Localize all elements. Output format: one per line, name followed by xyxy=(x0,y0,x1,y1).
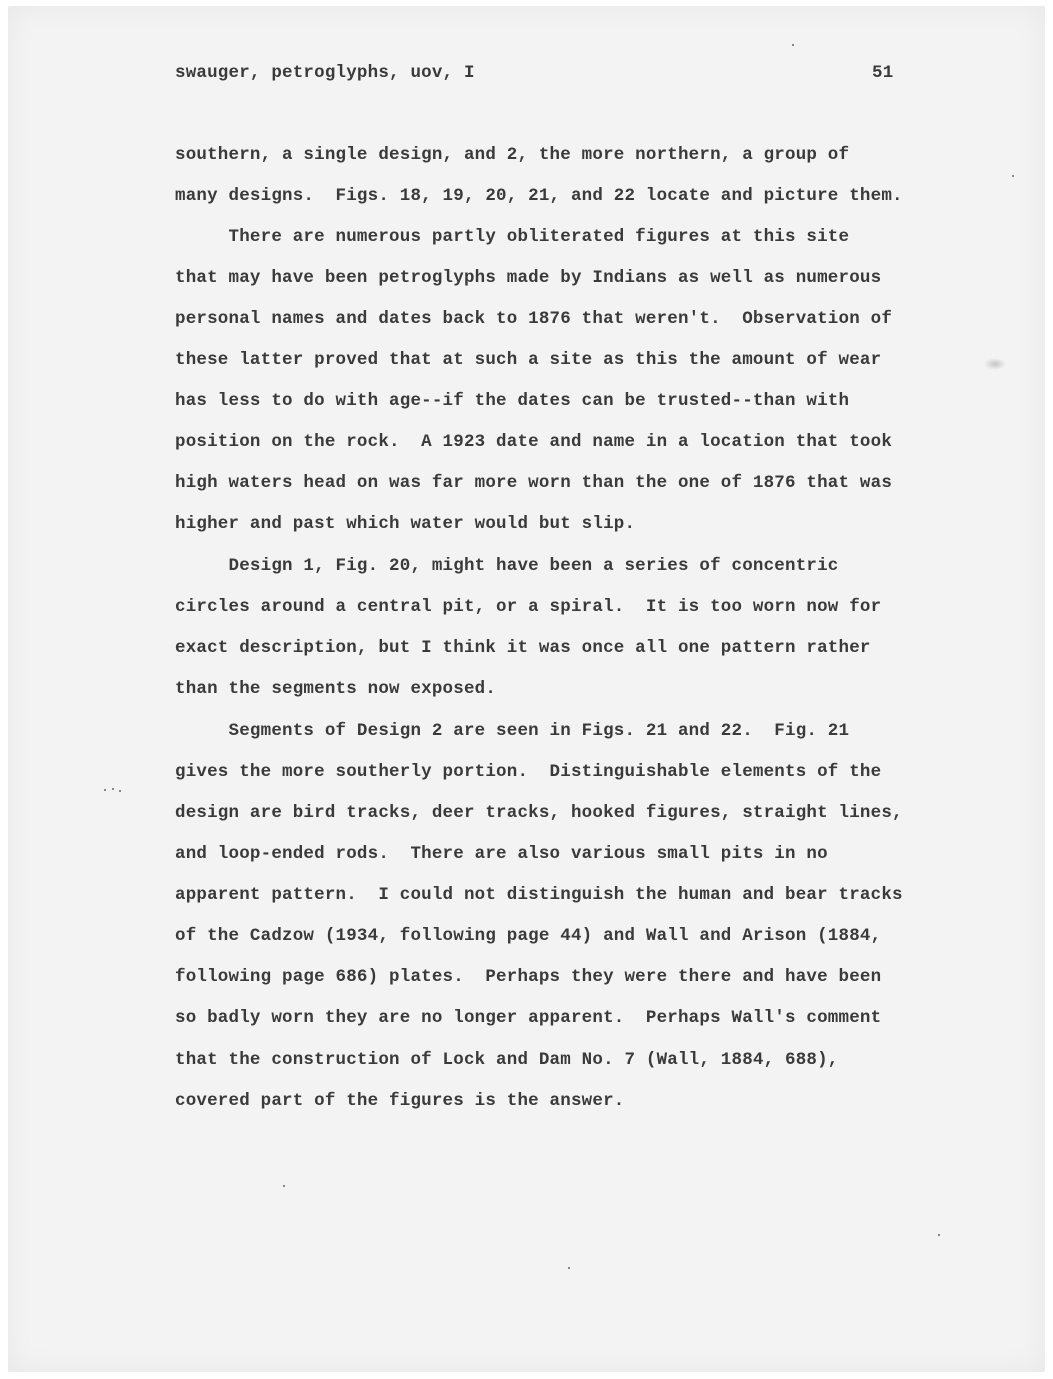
text-line: covered part of the figures is the answer. xyxy=(175,1091,625,1111)
scan-speck xyxy=(104,789,106,791)
text-line: many designs. Figs. 18, 19, 20, 21, and 22 locate and picture them. xyxy=(175,186,903,206)
scan-speck xyxy=(568,1267,570,1269)
scan-smudge xyxy=(984,358,1006,370)
text-line: southern, a single design, and 2, the more northern, a group of xyxy=(175,145,850,165)
text-line: that may have been petroglyphs made by Indians as well as numerous xyxy=(175,268,882,288)
text-line: personal names and dates back to 1876 that weren't. Observation of xyxy=(175,309,893,329)
scan-speck xyxy=(112,788,114,790)
text-line: gives the more southerly portion. Distinguishable elements of the xyxy=(175,762,882,782)
scan-speck xyxy=(283,1185,285,1187)
text-line: design are bird tracks, deer tracks, hooked figures, straight lines, xyxy=(175,803,903,823)
text-line: high waters head on was far more worn than the one of 1876 that was xyxy=(175,473,893,493)
text-line: Design 1, Fig. 20, might have been a series of concentric xyxy=(175,556,839,576)
document-page xyxy=(8,6,1045,1372)
text-line: these latter proved that at such a site as this the amount of wear xyxy=(175,350,882,370)
text-line: and loop-ended rods. There are also various small pits in no xyxy=(175,844,828,864)
text-line: Segments of Design 2 are seen in Figs. 21 and 22. Fig. 21 xyxy=(175,721,850,741)
text-line: of the Cadzow (1934, following page 44) and Wall and Arison (1884, xyxy=(175,926,882,946)
text-line: so badly worn they are no longer apparent. Perhaps Wall's comment xyxy=(175,1008,882,1028)
text-line: has less to do with age--if the dates can be trusted--than with xyxy=(175,391,850,411)
text-line: that the construction of Lock and Dam No. 7 (Wall, 1884, 688), xyxy=(175,1050,839,1070)
text-line: There are numerous partly obliterated figures at this site xyxy=(175,227,850,247)
text-line: following page 686) plates. Perhaps they were there and have been xyxy=(175,967,882,987)
text-line: apparent pattern. I could not distinguish the human and bear tracks xyxy=(175,885,903,905)
text-line: than the segments now exposed. xyxy=(175,679,497,699)
page-number: 51 xyxy=(872,63,894,83)
scan-speck xyxy=(938,1234,940,1236)
text-line: exact description, but I think it was once all one pattern rather xyxy=(175,638,871,658)
text-line: higher and past which water would but slip. xyxy=(175,514,636,534)
scan-speck xyxy=(792,44,794,46)
text-line: circles around a central pit, or a spiral. It is too worn now for xyxy=(175,597,882,617)
scan-speck xyxy=(119,790,121,792)
scan-speck xyxy=(1012,175,1014,177)
running-header: swauger, petroglyphs, uov, I xyxy=(175,63,475,83)
text-line: position on the rock. A 1923 date and name in a location that took xyxy=(175,432,893,452)
